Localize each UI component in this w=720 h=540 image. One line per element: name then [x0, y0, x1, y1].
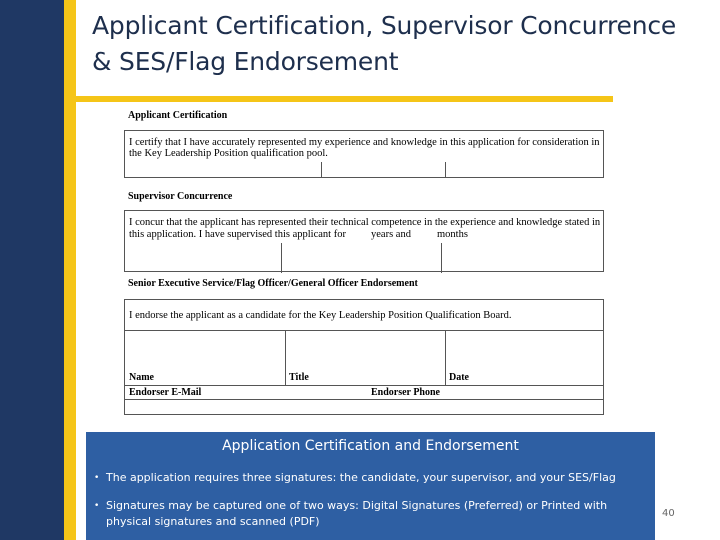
applicant-signature-divider — [321, 162, 322, 178]
left-gold-stripe — [64, 0, 76, 540]
endorsement-title-date-divider — [445, 330, 446, 385]
bullet-text: The application requires three signatures: the candidate, your supervisor, and your SES/Flag — [106, 471, 616, 484]
bullet-text: Signatures may be captured one of two ways: Digital Signatures (Preferred) or Printed with physical signatures and scanned (PDF) — [106, 499, 608, 528]
endorser-title-label: Title — [289, 372, 309, 383]
supervisor-concurrence-line2-a: this application. I have supervised this applicant for — [129, 229, 346, 240]
page-number: 40 — [662, 508, 675, 519]
bullet-symbol: • — [94, 473, 100, 483]
applicant-certification-heading: Applicant Certification — [128, 110, 228, 121]
endorser-phone-label: Endorser Phone — [371, 387, 440, 398]
applicant-date-divider — [445, 162, 446, 178]
endorsement-divider-top — [125, 330, 603, 331]
applicant-certification-text: I certify that I have accurately represented my experience and knowledge in this application for consideration in the Key Leadership Position qualification pool. — [129, 137, 600, 159]
supervisor-concurrence-line2-b: years and — [371, 229, 411, 240]
endorser-email-label: Endorser E-Mail — [129, 387, 202, 398]
panel-title: Application Certification and Endorsement — [222, 438, 519, 454]
supervisor-concurrence-box — [124, 210, 604, 272]
bullet-symbol: • — [94, 501, 100, 511]
title-underline — [76, 96, 613, 102]
supervisor-date-divider — [441, 243, 442, 273]
endorsement-heading: Senior Executive Service/Flag Officer/General Officer Endorsement — [128, 278, 418, 289]
endorsement-divider-middle — [125, 385, 603, 386]
endorsement-box — [124, 299, 604, 415]
endorsement-name-title-divider — [285, 330, 286, 385]
bullet-item — [94, 470, 642, 486]
left-navy-bar — [0, 0, 64, 540]
endorser-date-label: Date — [449, 372, 469, 383]
endorser-name-label: Name — [129, 372, 154, 383]
supervisor-concurrence-heading: Supervisor Concurrence — [128, 191, 233, 202]
supervisor-signature-divider — [281, 243, 282, 273]
supervisor-concurrence-line2-c: months — [437, 229, 468, 240]
endorsement-divider-bottom — [125, 399, 603, 400]
bullet-item — [94, 498, 642, 530]
info-panel — [86, 432, 655, 540]
endorsement-text: I endorse the applicant as a candidate for the Key Leadership Position Qualification Board. — [129, 310, 512, 321]
applicant-certification-box — [124, 130, 604, 178]
supervisor-concurrence-line1: I concur that the applicant has represented their technical competence in the experience and knowledge stated in — [129, 217, 601, 228]
slide-title: Applicant Certification, Supervisor Concurrence & SES/Flag Endorsement — [92, 11, 677, 76]
